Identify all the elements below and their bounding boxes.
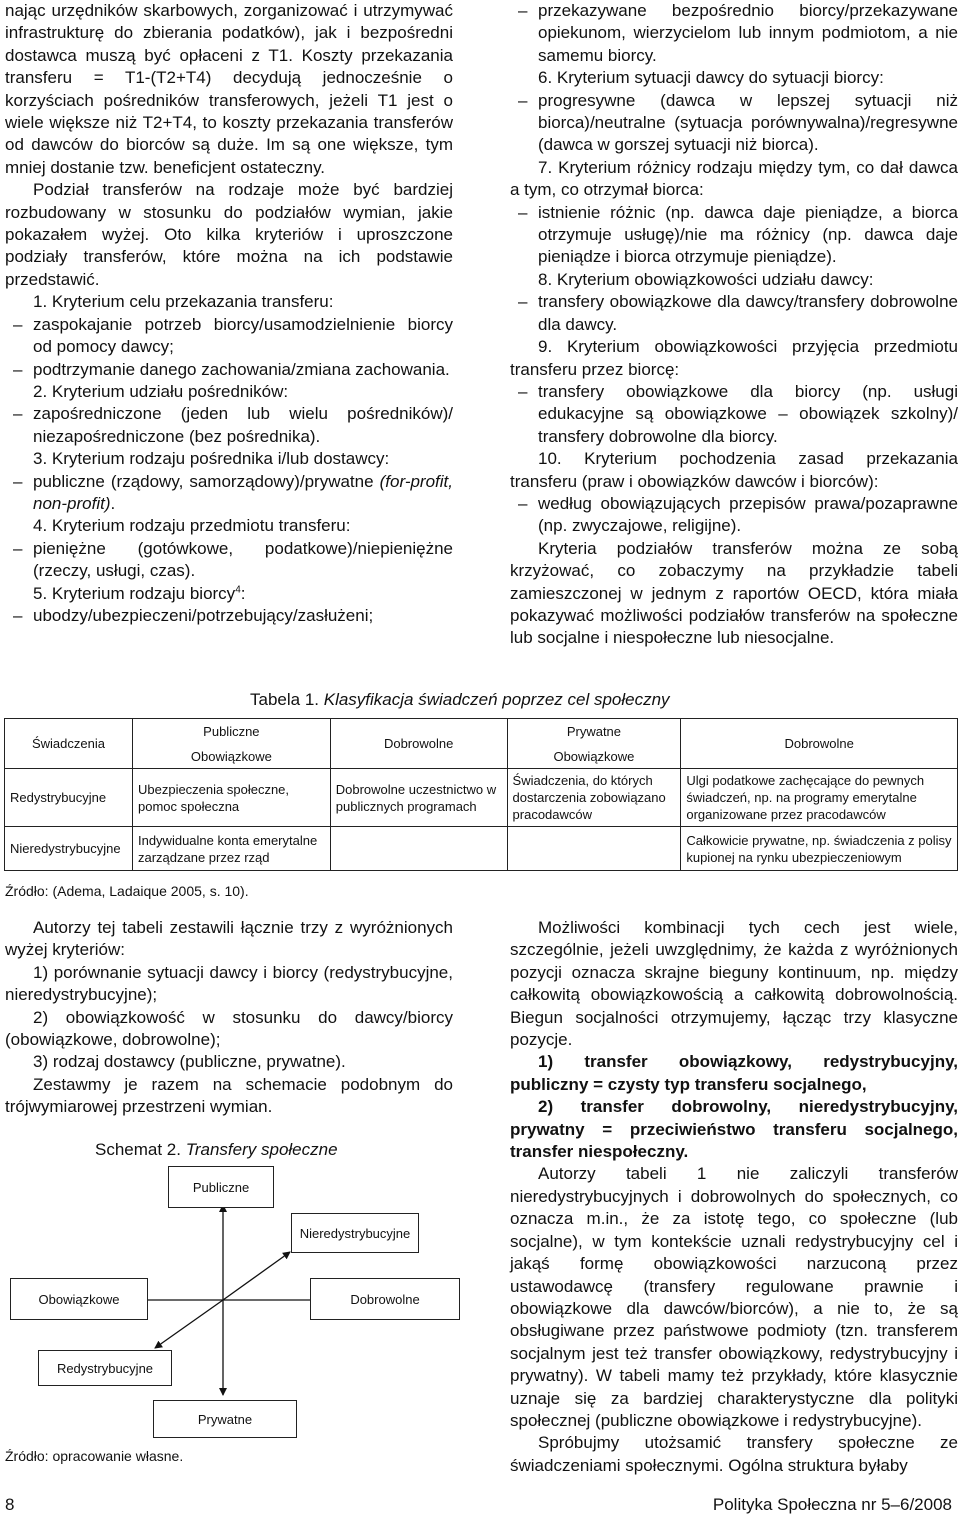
list-item: – zaspokajanie potrzeb biorcy/usamodzielnienie biorcy od pomocy dawcy; (13, 314, 453, 357)
table-header: Obowiązkowe (132, 745, 330, 769)
table-cell (330, 827, 507, 871)
table-header: Obowiązkowe (507, 745, 681, 769)
criterion-heading: 7. Kryterium różnicy rodzaju między tym, co dał dawca a tym, co otrzymał biorca: (510, 157, 958, 200)
criterion-heading: 9. Kryterium obowiązkowości przyjęcia przedmiotu transferu przez biorcę: (510, 337, 958, 379)
table-header: Prywatne (507, 719, 681, 745)
journal-name: Polityka Społeczna nr 5–6/2008 (712, 1495, 952, 1514)
table-cell: Redystrybucyjne (5, 769, 133, 827)
table-row (5, 769, 958, 827)
table-cell: Nieredystrybucyjne (5, 827, 133, 871)
criterion-heading: 4. Kryterium rodzaju przedmiotu transferu: (33, 516, 351, 536)
schema-node-redystrybucyjne: Redystrybucyjne (38, 1350, 172, 1386)
paragraph: Możliwości kombinacji tych cech jest wiele, szczególnie, jeżeli uwzględnimy, że każda z wyróżnionych pozycji oznacza skrajne bieguny kontinuum, np. między całkowitą obowiązkowością a całkowitą dobrowolnością. Biegun socjalności otrzymujemy, łącząc trzy klasyczne pozycje. (510, 918, 958, 1050)
footnote-marker: 4 (235, 583, 241, 595)
schema-node-publiczne: Publiczne (168, 1166, 274, 1208)
list-item: – zapośredniczone (jeden lub wielu pośredników)/ niezapośredniczone (bez pośrednika). (13, 404, 453, 446)
table-cell: Indywidualne konta emerytalne zarządzane przez rząd (132, 827, 330, 871)
paragraph-bold: 2) transfer dobrowolny, nieredystrybucyjny, prywatny = przeciwieństwo transferu socjalnego, transfer niespołeczny. (510, 1097, 958, 1162)
axis-diagonal (223, 1252, 290, 1300)
paragraph: Autorzy tabeli 1 nie zaliczyli transferów nieredystrybucyjnych i dobrowolnych do społecznych, co oznacza m.in., że za istotę tego, co społeczne (lub socjalne), w tym kontekście uznali redystrybucyjny cel i jakąś formę obowiązkowości narzuconą przez ustawodawcę (transfery regulowane prawnie i obowiązkowe dla dawców/biorców), a nie to, że są obsługiwane przez państwowe podmioty (tzn. transferem socjalnym jest też transfer obowiązkowy, redystrybucyjny i prywatny). W tabeli mamy też przykłady, które klasycznie uznaje się za bardziej charakterystyczne dla polityki społecznej (publiczne obowiązkowe i redystrybucyjne). (510, 1164, 958, 1430)
left-column-top (5, 0, 453, 627)
table-cell: Świadczenia, do których dostarczenia zobowiązano pracodawców (507, 769, 681, 827)
table-header: Dobrowolne (681, 719, 958, 769)
left-column-bottom (5, 917, 453, 1119)
schema-node-obowiazkowe: Obowiązkowe (10, 1278, 148, 1320)
page-number: 8 (5, 1495, 15, 1514)
schema-caption: Schemat 2. Transfery społeczne (95, 1140, 338, 1159)
list-item: 1) porównanie sytuacji dawcy i biorcy (redystrybucyjne, nieredystrybucyjne); (5, 962, 453, 1005)
paragraph: nając urzędników skarbowych, zorganizować i utrzymywać infrastrukturę do zbierania podatków), jak i bezpośredni dostawca muszą być opłaceni z T1. Koszty przekazania transferu = T1-(T2+T4) decydują jednocześnie o korzyściach pośredników transferowych, jeżeli T1 jest o wiele większe niż T2+T4, to koszty przekazania transferów od dawców do biorców są duże. Im są one większe, tym mniej dostanie tzw. beneficjent ostateczny. (5, 1, 453, 177)
schema-source: Źródło: opracowanie własne. (5, 1448, 184, 1464)
criterion-heading: 8. Kryterium obowiązkowości udziału dawcy: (538, 269, 874, 289)
table-header: Publiczne (132, 719, 330, 745)
table-header: Dobrowolne (330, 719, 507, 769)
table-cell: Dobrowolne uczestnictwo w publicznych programach (330, 769, 507, 827)
list-item: – według obowiązujących przepisów prawa/pozaprawne (np. zwyczajowe, religijne). (518, 493, 958, 536)
schema-node-prywatne: Prywatne (153, 1400, 297, 1438)
paragraph: Zestawmy je razem na schemacie podobnym do trójwymiarowej przestrzeni wymian. (5, 1074, 453, 1117)
criterion-heading: 1. Kryterium celu przekazania transferu: (33, 292, 334, 312)
paragraph: Podział transferów na rodzaje może być bardziej rozbudowany w stosunku do podziałów wymian, jakie pokazałem wyżej. Oto kilka kryteriów i uproszczone podziały transferów, które można na ich podstawie przedstawić. (5, 180, 453, 289)
list-item: – ubodzy/ubezpieczeni/potrzebujący/zasłużeni; (13, 605, 374, 625)
table-row (5, 827, 958, 871)
table-cell: Ulgi podatkowe zachęcające do pewnych świadczeń, np. na programy emerytalne organizowane przez pracodawców (681, 769, 958, 827)
list-item: – transfery obowiązkowe dla dawcy/transfery dobrowolne dla dawcy. (518, 292, 958, 334)
table-cell: Całkowicie prywatne, np. świadczenia z polisy kupionej na rynku ubezpieczeniowym (681, 827, 958, 871)
criterion-heading: 6. Kryterium sytuacji dawcy do sytuacji biorcy: (538, 68, 884, 88)
right-column-bottom (510, 917, 958, 1477)
paragraph: Autorzy tej tabeli zestawili łącznie trzy z wyróżnionych wyżej kryteriów: (5, 918, 453, 960)
list-item: 2) obowiązkowość w stosunku do dawcy/biorcy (obowiązkowe, dobrowolne); (5, 1007, 453, 1050)
paragraph: Kryteria podziałów transferów można ze sobą krzyżować, co zobaczymy na przykładzie tabeli zamieszczonej w jednym z raportów OECD, która miała pokazywać możliwości podziałów transferów na społeczne lub socjalne i niespołeczne lub niesocjalne. (510, 538, 958, 648)
table-caption: Tabela 1. Klasyfikacja świadczeń poprzez cel społeczny (250, 690, 670, 709)
list-item: – podtrzymanie danego zachowania/zmiana zachowania. (13, 359, 450, 379)
right-column-top (510, 0, 958, 650)
table-source: Źródło: (Adema, Ladaique 2005, s. 10). (5, 883, 249, 899)
table-cell (507, 827, 681, 871)
list-item: – progresywne (dawca w lepszej sytuacji niż biorca)/neutralne (sytuacja porównywalna)/regresywne (dawca w gorszej sytuacji niż biorca). (518, 90, 958, 155)
classification-table (4, 718, 958, 871)
list-item: – przekazywane bezpośrednio biorcy/przekazywane opiekunom, wierzycielom lub innym podmiotom, a nie samemu biorcy. (518, 1, 958, 65)
table-cell: Ubezpieczenia społeczne, pomoc społeczna (132, 769, 330, 827)
list-item: – publiczne (rządowy, samorządowy)/prywatne (for-profit, non-profit). (13, 471, 453, 513)
table-header: Świadczenia (5, 719, 133, 769)
list-item: – transfery obowiązkowe dla biorcy (np. usługi edukacyjne są obowiązkowe – obowiązek szkolny)/ transfery dobrowolne dla biorcy. (518, 381, 958, 446)
criterion-heading: 3. Kryterium rodzaju pośrednika i/lub dostawcy: (33, 449, 390, 469)
criterion-heading: 10. Kryterium pochodzenia zasad przekazania transferu (praw i obowiązków dawców i biorców): (510, 449, 958, 491)
schema-node-nieredystrybucyjne: Nieredystrybucyjne (291, 1213, 419, 1253)
paragraph: Spróbujmy utożsamić transfery społeczne ze świadczeniami społecznymi. Ogólna struktura byłaby (510, 1433, 958, 1475)
list-item: – istnienie różnic (np. dawca daje pieniądze, a biorca otrzymuje usługę)/nie ma różnicy (np. dawca daje pieniądze i biorca otrzymuje pieniądze). (518, 202, 958, 267)
paragraph-bold: 1) transfer obowiązkowy, redystrybucyjny, publiczny = czysty typ transferu socjalnego, (510, 1052, 958, 1094)
criterion-heading: 5. Kryterium rodzaju biorcy$^4$: (33, 583, 246, 603)
criterion-heading: 2. Kryterium udziału pośredników: (33, 381, 289, 401)
axis-diagonal (155, 1300, 223, 1348)
list-item: 3) rodzaj dostawcy (publiczne, prywatne). (33, 1052, 346, 1072)
schema-node-dobrowolne: Dobrowolne (310, 1278, 460, 1320)
list-item: – pieniężne (gotówkowe, podatkowe)/niepieniężne (rzeczy, usługi, czas). (13, 538, 453, 581)
